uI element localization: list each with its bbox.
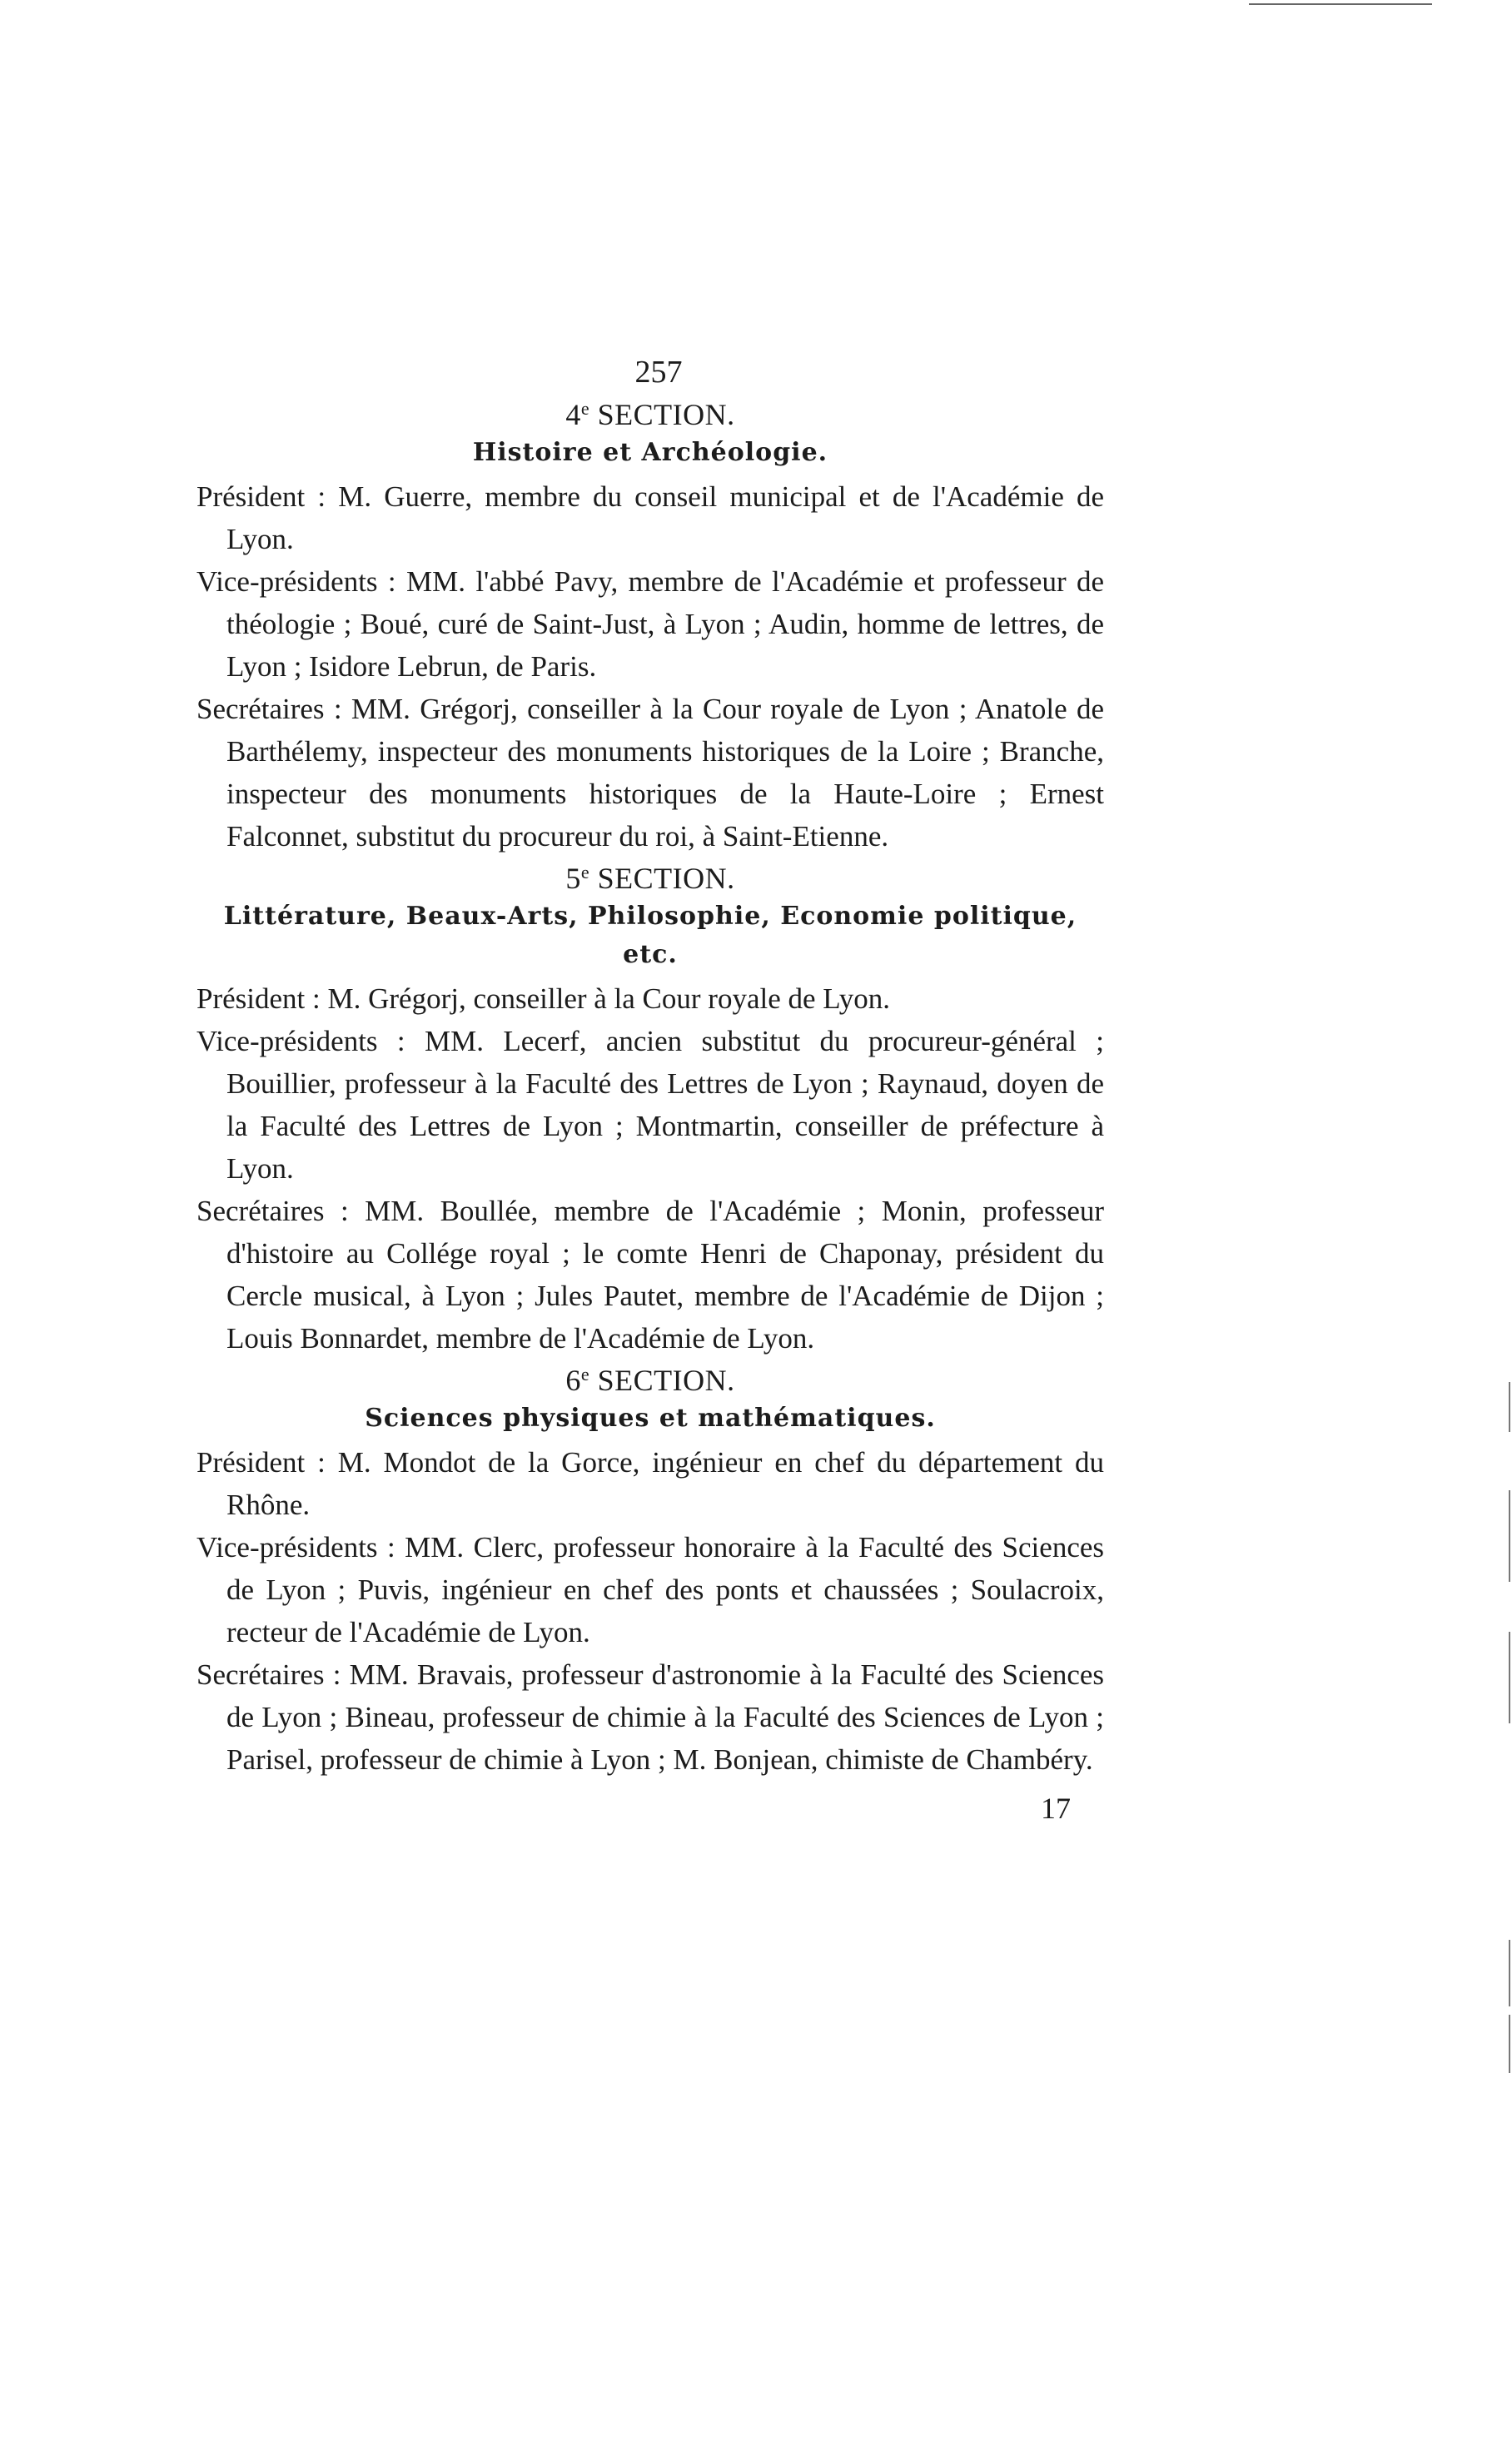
section-ordinal: 6 (565, 1364, 581, 1397)
entry-text: Grégorj, conseiller à la Cour royale de Lyon. (368, 982, 890, 1015)
scan-mark-edge-2 (1509, 1490, 1510, 1582)
section-ordinal-suffix: e (580, 398, 590, 419)
president-entry (196, 977, 1104, 1020)
entry-role: Secrétaires : MM. (196, 1658, 409, 1691)
scan-mark-top (1249, 3, 1432, 5)
entry-text: Clerc, professeur honoraire à la Faculté des Sciences de Lyon ; Puvis, ingénieur en chef des ponts et chaussées ; Soulacroix, recteur de l'Académie de Lyon. (226, 1531, 1105, 1648)
scan-mark-edge-5 (1509, 2015, 1510, 2073)
section-ordinal: 5 (565, 862, 581, 895)
entry-text: Lecerf, ancien substitut du procureur-général ; Bouillier, professeur à la Faculté des Lettres de Lyon ; Raynaud, doyen de la Faculté des Lettres de Lyon ; Montmartin, conseiller de préfecture à Lyon. (226, 1025, 1104, 1185)
entry-text: Boullée, membre de l'Académie ; Monin, professeur d'histoire au Collége royal ; le comte Henri de Chaponay, président du Cercle musical, à Lyon ; Jules Pautet, membre de l'Académie de Dijon ; Louis Bonnardet, membre de l'Académie de Lyon. (226, 1195, 1105, 1355)
scan-mark-edge-3 (1509, 1632, 1510, 1723)
section-title-text: SECTION. (597, 1364, 735, 1397)
entry-text: l'abbé Pavy, membre de l'Académie et professeur de théologie ; Boué, curé de Saint-Just, à Lyon ; Audin, homme de lettres, de Lyon ; Isidore Lebrun, de Paris. (226, 565, 1104, 683)
entry-role: Vice-présidents : MM. (196, 1531, 465, 1564)
scan-mark-edge-4 (1509, 1940, 1510, 2006)
president-entry (196, 475, 1104, 560)
section-subtitle: Sciences physiques et mathématiques. (365, 1404, 936, 1433)
entry-role: Président : M. (196, 982, 361, 1015)
entry-role: Vice-présidents : MM. (196, 565, 465, 598)
section-ordinal-suffix: e (580, 1364, 590, 1385)
section-title (196, 395, 1104, 434)
vice-presidents-entry (196, 560, 1104, 688)
section-title (196, 1361, 1104, 1399)
section-subtitle: Histoire et Archéologie. (472, 438, 828, 467)
section-subtitle: Littérature, Beaux-Arts, Philosophie, Economie politique, etc. (223, 902, 1077, 969)
section-title-text: SECTION. (597, 862, 735, 895)
president-entry (196, 1441, 1104, 1526)
entry-role: Vice-présidents : MM. (196, 1025, 485, 1057)
entry-role: Secrétaires : MM. (196, 1195, 425, 1227)
section-title (196, 859, 1104, 897)
section-4 (196, 395, 1104, 858)
section-ordinal-suffix: e (580, 862, 590, 882)
vice-presidents-entry (196, 1020, 1104, 1190)
entry-text: Mondot de la Gorce, ingénieur en chef du département du Rhône. (226, 1446, 1104, 1521)
vice-presidents-entry (196, 1526, 1104, 1653)
entry-text: Guerre, membre du conseil municipal et de l'Académie de Lyon. (226, 480, 1105, 555)
entry-text: Grégorj, conseiller à la Cour royale de Lyon ; Anatole de Barthélemy, inspecteur des monuments historiques de la Loire ; Branche, inspecteur des monuments historiques de la Haute-Loire ; Ernest Falconnet, substitut du procureur du roi, à Saint-Etienne. (226, 693, 1104, 853)
page-column (196, 354, 1104, 1829)
entry-role: Secrétaires : MM. (196, 693, 410, 725)
secretaries-entry (196, 1653, 1104, 1781)
secretaries-entry (196, 1190, 1104, 1360)
secretaries-entry (196, 688, 1104, 858)
scan-mark-edge-1 (1509, 1382, 1510, 1432)
section-ordinal: 4 (565, 398, 581, 431)
entry-role: Président : M. (196, 1446, 371, 1479)
section-5 (196, 859, 1104, 1360)
section-title-text: SECTION. (597, 398, 735, 431)
entry-role: Président : M. (196, 480, 372, 513)
entry-text: Bravais, professeur d'astronomie à la Faculté des Sciences de Lyon ; Bineau, professeur de chimie à la Faculté des Sciences de Lyon ; Parisel, professeur de chimie à Lyon ; M. Bonjean, chimiste de Chambéry. (226, 1658, 1105, 1776)
page-number: 257 (634, 355, 683, 390)
section-6 (196, 1361, 1104, 1781)
printer-signature: 17 (1041, 1792, 1071, 1825)
